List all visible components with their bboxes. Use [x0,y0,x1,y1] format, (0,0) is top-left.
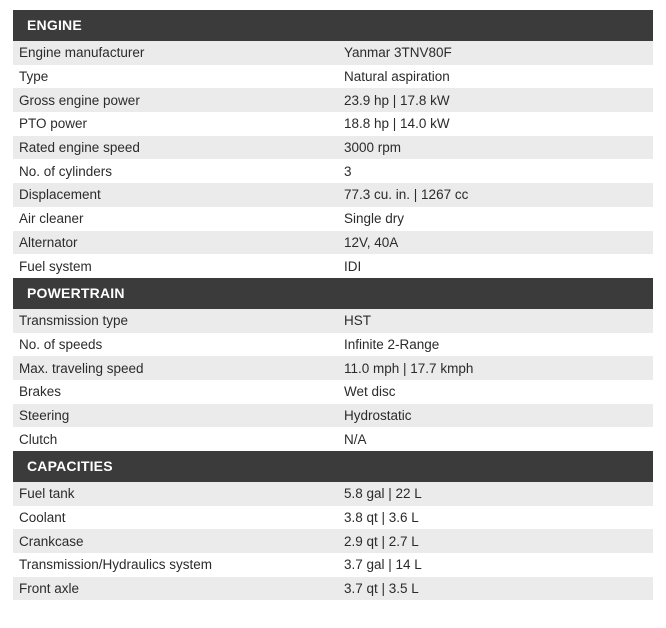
table-row [13,159,653,183]
row-value: 18.8 hp | 14.0 kW [344,116,450,132]
row-value: IDI [344,258,362,274]
row-label: Fuel system [19,258,92,274]
row-label: Fuel tank [19,486,75,502]
row-label: Front axle [19,581,80,597]
row-label: Brakes [19,384,62,400]
section-rows [13,309,653,451]
row-label: Rated engine speed [19,140,140,156]
row-label: No. of cylinders [19,163,113,179]
table-row [13,356,653,380]
row-value: Hydrostatic [344,407,412,423]
row-value: Natural aspiration [344,69,450,85]
table-row [13,482,653,506]
table-row [13,112,653,136]
section-rows [13,41,653,278]
table-row [13,88,653,112]
row-label: Coolant [19,510,66,526]
row-value: 3.7 qt | 3.5 L [344,581,419,597]
table-row [13,333,653,357]
row-label: Max. traveling speed [19,360,144,376]
row-label: Gross engine power [19,92,140,108]
row-value: Single dry [344,211,405,227]
table-row [13,427,653,451]
section-powertrain [13,278,653,451]
row-value: HST [344,313,371,329]
table-row [13,380,653,404]
row-value: 11.0 mph | 17.7 kmph [344,360,474,376]
row-label: No. of speeds [19,336,103,352]
row-value: 3 [344,163,352,179]
row-label: PTO power [19,116,88,132]
row-label: Engine manufacturer [19,45,145,61]
table-row [13,231,653,255]
section-engine [13,10,653,278]
table-row [13,309,653,333]
row-value: 12V, 40A [344,234,399,250]
row-label: Displacement [19,187,101,203]
table-row [13,207,653,231]
table-row [13,65,653,89]
row-value: 77.3 cu. in. | 1267 cc [344,187,469,203]
table-row [13,254,653,278]
row-value: Infinite 2-Range [344,336,440,352]
table-row [13,404,653,428]
section-capacities [13,451,653,600]
table-row [13,183,653,207]
table-row [13,41,653,65]
section-header: ENGINE [13,10,653,41]
spec-table [13,10,653,600]
row-value: 2.9 qt | 2.7 L [344,533,419,549]
row-value: 3.8 qt | 3.6 L [344,510,419,526]
table-row [13,553,653,577]
row-label: Air cleaner [19,211,84,227]
row-label: Alternator [19,234,78,250]
row-value: 23.9 hp | 17.8 kW [344,92,450,108]
section-header: CAPACITIES [13,451,653,482]
row-label: Crankcase [19,533,84,549]
row-value: 5.8 gal | 22 L [344,486,422,502]
row-label: Type [19,69,49,85]
table-row [13,136,653,160]
row-label: Transmission type [19,313,129,329]
row-value: 3000 rpm [344,140,402,156]
table-row [13,506,653,530]
row-value: N/A [344,431,367,447]
table-row [13,577,653,601]
row-label: Transmission/Hydraulics system [19,557,213,573]
row-value: 3.7 gal | 14 L [344,557,422,573]
section-header: POWERTRAIN [13,278,653,309]
section-rows [13,482,653,600]
row-label: Clutch [19,431,58,447]
row-value: Yanmar 3TNV80F [344,45,452,61]
table-row [13,529,653,553]
row-label: Steering [19,407,70,423]
row-value: Wet disc [344,384,396,400]
